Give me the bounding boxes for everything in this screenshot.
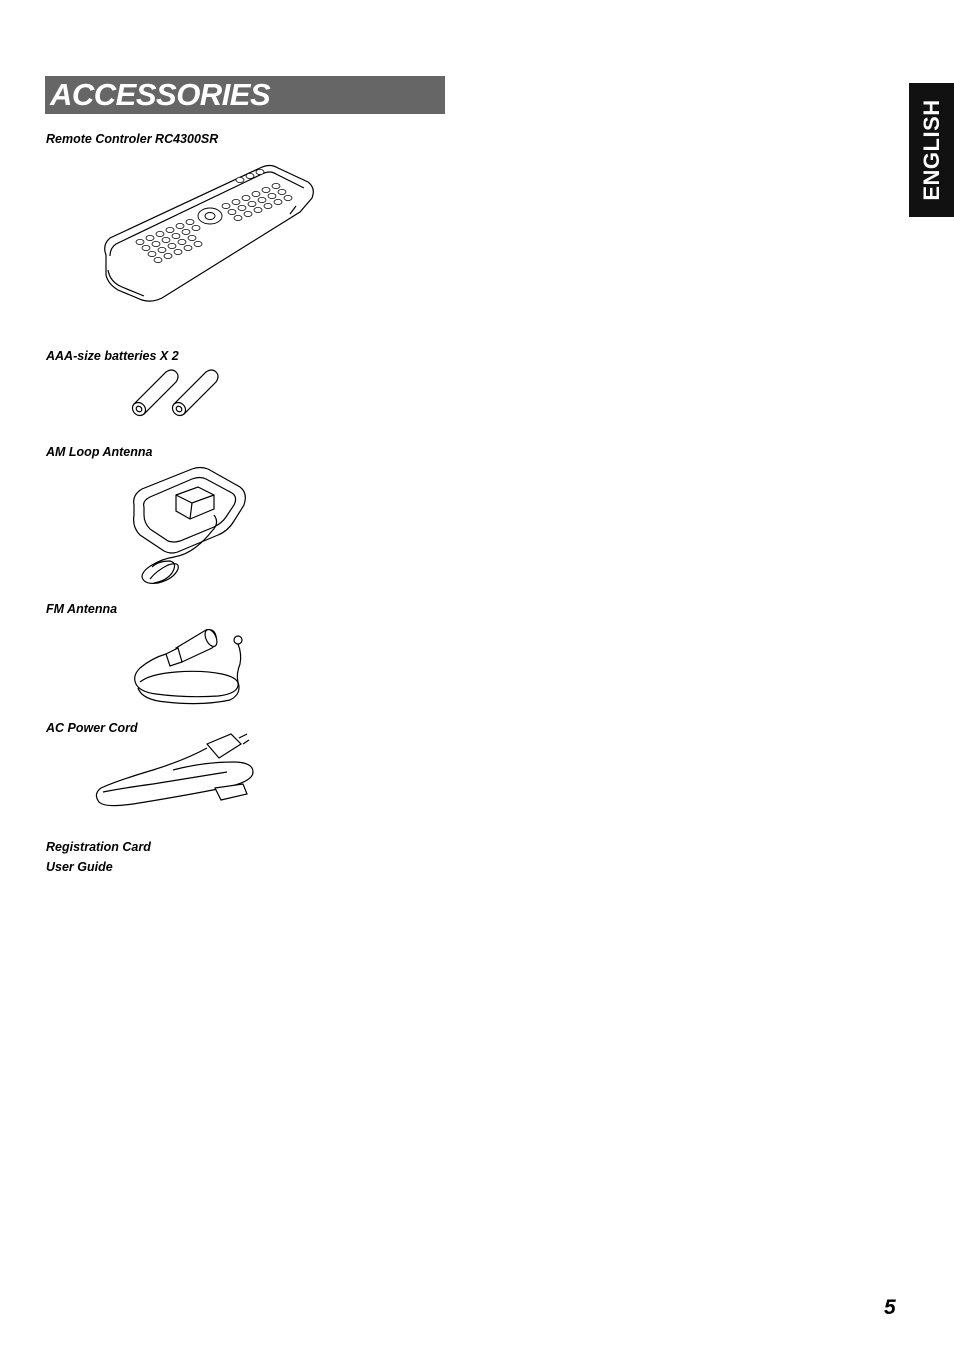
language-tab-label: ENGLISH xyxy=(918,99,944,201)
page-number: 5 xyxy=(884,1296,896,1319)
user-guide-label: User Guide xyxy=(46,860,113,874)
batteries-icon xyxy=(126,366,226,420)
batteries-label: AAA-size batteries X 2 xyxy=(46,349,179,363)
page-title: ACCESSORIES xyxy=(50,77,271,112)
am-loop-antenna-icon xyxy=(128,465,250,590)
power-cord-label: AC Power Cord xyxy=(46,721,138,735)
power-cord-icon xyxy=(93,730,259,810)
language-tab xyxy=(909,83,954,217)
fm-antenna-label: FM Antenna xyxy=(46,602,118,616)
remote-control-label: Remote Controler RC4300SR xyxy=(46,132,219,146)
fm-antenna-icon xyxy=(126,624,256,712)
registration-card-label: Registration Card xyxy=(46,840,151,854)
section-title-bar xyxy=(45,76,445,114)
remote-control-icon xyxy=(100,160,320,305)
am-loop-antenna-label: AM Loop Antenna xyxy=(46,445,153,459)
